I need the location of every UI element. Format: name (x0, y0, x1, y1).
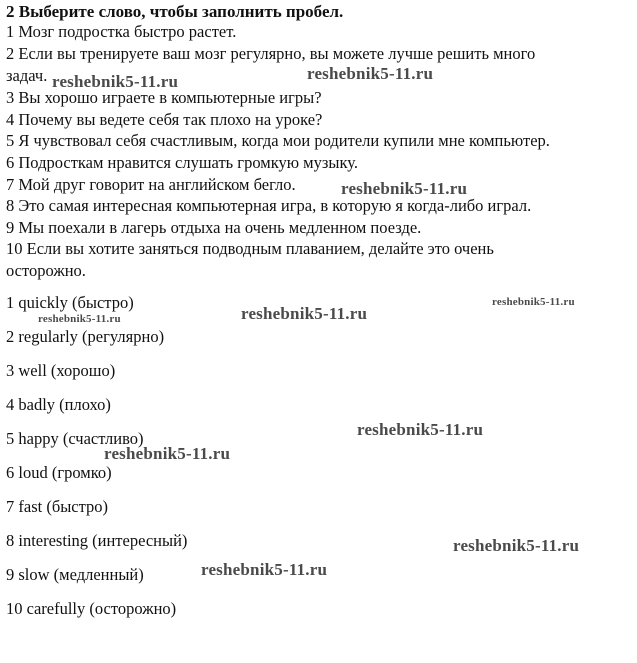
sentence-line: 8 Это самая интересная компьютерная игра, в которую я когда-либо играл. (6, 196, 532, 215)
watermark: reshebnik5-11.ru (492, 296, 575, 308)
answer-item: 5 happy (счастливо) (6, 429, 144, 448)
sentence-line: 10 Если вы хотите заняться подводным плаванием, делайте это очень (6, 239, 494, 258)
sentence-line: 3 Вы хорошо играете в компьютерные игры? (6, 88, 322, 107)
answer-item: 3 well (хорошо) (6, 361, 116, 380)
watermark: reshebnik5-11.ru (357, 420, 484, 439)
sentence-line: 1 Мозг подростка быстро растет. (6, 22, 237, 41)
sentence-line: 2 Если вы тренируете ваш мозг регулярно, вы можете лучше решить много (6, 44, 536, 63)
watermark: reshebnik5-11.ru (307, 64, 434, 83)
answer-item: 2 regularly (регулярно) (6, 327, 165, 346)
watermark: reshebnik5-11.ru (38, 313, 121, 325)
answer-item: 6 loud (громко) (6, 463, 112, 482)
sentence-line: 4 Почему вы ведете себя так плохо на уроке? (6, 110, 323, 129)
sentence-line: 5 Я чувствовал себя счастливым, когда мои родители купили мне компьютер. (6, 131, 550, 150)
watermark: reshebnik5-11.ru (241, 304, 368, 323)
sentence-line: 9 Мы поехали в лагерь отдыха на очень медленном поезде. (6, 218, 422, 237)
exercise-heading: 2 Выберите слово, чтобы заполнить пробел. (6, 2, 344, 21)
sentence-line: 6 Подросткам нравится слушать громкую музыку. (6, 153, 358, 172)
watermark: reshebnik5-11.ru (201, 560, 328, 579)
watermark: reshebnik5-11.ru (52, 72, 179, 91)
watermark: reshebnik5-11.ru (104, 444, 231, 463)
answer-item: 10 carefully (осторожно) (6, 599, 177, 618)
watermark: reshebnik5-11.ru (341, 179, 468, 198)
answer-item: 9 slow (медленный) (6, 565, 144, 584)
sentence-line: 7 Мой друг говорит на английском бегло. (6, 175, 296, 194)
watermark: reshebnik5-11.ru (453, 536, 580, 555)
answer-item: 4 badly (плохо) (6, 395, 111, 414)
answer-item: 7 fast (быстро) (6, 497, 109, 516)
answer-item: 8 interesting (интересный) (6, 531, 188, 550)
sentence-line: осторожно. (6, 261, 86, 280)
answer-item: 1 quickly (быстро) (6, 293, 134, 312)
sentence-line: задач. (6, 66, 48, 85)
